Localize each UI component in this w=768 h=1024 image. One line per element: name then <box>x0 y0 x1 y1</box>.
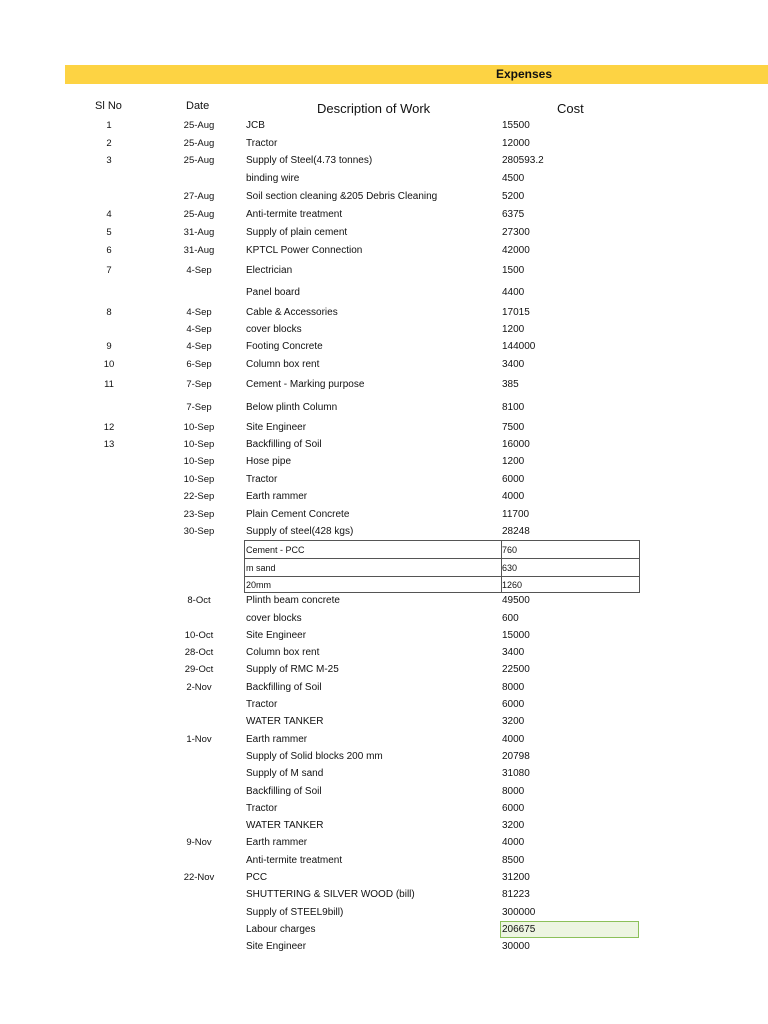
cell-description[interactable]: Supply of steel(428 kgs) <box>246 526 354 537</box>
cell-description[interactable]: SHUTTERING & SILVER WOOD (bill) <box>246 889 415 900</box>
header-description: Description of Work <box>317 101 431 116</box>
table-row <box>0 854 768 870</box>
table-row <box>0 421 768 437</box>
cell-cost[interactable]: 16000 <box>502 439 530 450</box>
table-row <box>0 323 768 339</box>
table-row <box>0 594 768 610</box>
cell-description[interactable]: m sand <box>246 563 276 573</box>
cell-date[interactable]: 10-Sep <box>183 439 215 450</box>
cell-cost[interactable]: 6000 <box>502 699 525 710</box>
cell-date[interactable]: 30-Sep <box>183 526 215 537</box>
table-row <box>0 306 768 322</box>
cell-cost[interactable]: 385 <box>502 379 519 390</box>
cell-date[interactable]: 28-Oct <box>184 647 214 658</box>
table-row <box>0 208 768 224</box>
cell-date[interactable]: 25-Aug <box>183 155 215 166</box>
cell-description[interactable]: Tractor <box>246 138 278 149</box>
table-row <box>0 119 768 135</box>
table-row <box>0 137 768 153</box>
cell-cost[interactable]: 8100 <box>502 402 525 413</box>
page-title: Expenses <box>496 67 553 81</box>
table-row <box>0 767 768 783</box>
cell-date[interactable]: 4-Sep <box>186 265 212 276</box>
cell-date[interactable]: 4-Sep <box>186 324 212 335</box>
cell-description[interactable]: Backfilling of Soil <box>246 682 322 693</box>
table-row <box>0 401 768 417</box>
cell-sl-no[interactable]: 4 <box>106 209 112 220</box>
table-row <box>0 888 768 904</box>
cell-description[interactable]: Footing Concrete <box>246 341 323 352</box>
cell-description[interactable]: Supply of Solid blocks 200 mm <box>246 751 383 762</box>
cell-description[interactable]: Cement - PCC <box>246 545 305 555</box>
cell-date[interactable]: 25-Aug <box>183 138 215 149</box>
table-row <box>0 226 768 242</box>
cell-sl-no[interactable]: 10 <box>103 359 115 370</box>
cell-date[interactable]: 1-Nov <box>186 734 212 745</box>
cell-date[interactable]: 7-Sep <box>186 402 212 413</box>
header-date: Date <box>186 100 210 112</box>
table-row <box>0 629 768 645</box>
table-row <box>0 836 768 852</box>
cell-date[interactable]: 9-Nov <box>186 837 212 848</box>
cell-description[interactable]: 20mm <box>246 580 272 590</box>
table-row <box>0 871 768 887</box>
table-row <box>0 438 768 454</box>
table-row <box>0 733 768 749</box>
cell-cost[interactable]: 4400 <box>502 287 525 298</box>
header-cost: Cost <box>557 101 584 116</box>
table-row <box>0 172 768 188</box>
title-banner <box>65 65 768 84</box>
cell-cost[interactable]: 280593.2 <box>502 155 544 166</box>
cell-date[interactable]: 25-Aug <box>183 209 215 220</box>
cell-description[interactable]: Supply of plain cement <box>246 227 348 238</box>
cell-description[interactable]: Anti-termite treatment <box>246 209 343 220</box>
cell-cost[interactable]: 4000 <box>502 837 525 848</box>
cell-description[interactable]: JCB <box>246 120 265 131</box>
cell-date[interactable]: 8-Oct <box>187 595 211 606</box>
cell-description[interactable]: WATER TANKER <box>246 820 324 831</box>
cell-description[interactable]: cover blocks <box>246 324 302 335</box>
cell-date[interactable]: 25-Aug <box>183 120 215 131</box>
table-row <box>0 561 768 577</box>
cell-cost[interactable]: 7500 <box>502 422 525 433</box>
cell-sl-no[interactable]: 11 <box>104 379 114 390</box>
cell-date[interactable]: 23-Sep <box>183 509 215 520</box>
cell-cost[interactable]: 4000 <box>502 491 525 502</box>
cell-cost[interactable]: 3200 <box>502 716 525 727</box>
cell-sl-no[interactable]: 9 <box>106 341 112 352</box>
cell-cost[interactable]: 6375 <box>502 209 525 220</box>
table-row <box>0 906 768 922</box>
table-row <box>0 286 768 302</box>
cell-description[interactable]: Backfilling of Soil <box>246 786 322 797</box>
cell-cost[interactable]: 42000 <box>502 245 530 256</box>
cell-cost[interactable]: 17015 <box>502 307 530 318</box>
table-row <box>0 455 768 471</box>
cell-description[interactable]: Site Engineer <box>246 422 307 433</box>
cell-cost[interactable]: 31200 <box>502 872 530 883</box>
table-row <box>0 750 768 766</box>
table-row <box>0 543 768 559</box>
cell-description[interactable]: Cement - Marking purpose <box>246 379 365 390</box>
cell-description[interactable]: Tractor <box>246 699 278 710</box>
cell-date[interactable]: 4-Sep <box>186 341 212 352</box>
cell-description[interactable]: Supply of Steel(4.73 tonnes) <box>246 155 373 166</box>
cell-sl-no[interactable]: 2 <box>106 138 112 149</box>
table-row <box>0 612 768 628</box>
cell-description[interactable]: Earth rammer <box>246 734 308 745</box>
cell-description[interactable]: Below plinth Column <box>246 402 338 413</box>
cell-cost[interactable]: 5200 <box>502 191 525 202</box>
cell-cost[interactable]: 8000 <box>502 682 525 693</box>
cell-sl-no[interactable]: 13 <box>103 439 115 450</box>
header-sl-no: Sl No <box>95 100 122 112</box>
cell-description[interactable]: Labour charges <box>246 924 316 935</box>
table-row <box>0 923 768 939</box>
cell-date[interactable]: 22-Nov <box>183 872 215 883</box>
cell-cost[interactable]: 31080 <box>502 768 530 779</box>
cell-cost[interactable]: 8500 <box>502 855 525 866</box>
cell-date[interactable]: 7-Sep <box>186 379 212 390</box>
cell-cost[interactable]: 760 <box>502 545 518 555</box>
cell-sl-no[interactable]: 3 <box>106 155 112 166</box>
cell-date[interactable]: 6-Sep <box>186 359 212 370</box>
table-row <box>0 646 768 662</box>
cell-description[interactable]: Hose pipe <box>246 456 292 467</box>
table-row <box>0 154 768 170</box>
cell-cost[interactable]: 28248 <box>502 526 530 537</box>
cell-description[interactable]: Supply of RMC M-25 <box>246 664 339 675</box>
table-row <box>0 244 768 260</box>
cell-cost[interactable]: 8000 <box>502 786 525 797</box>
table-row <box>0 264 768 280</box>
cell-sl-no[interactable]: 7 <box>106 265 112 276</box>
cell-description[interactable]: Site Engineer <box>246 941 307 952</box>
cell-sl-no[interactable]: 6 <box>106 245 112 256</box>
table-row <box>0 358 768 374</box>
cell-cost[interactable]: 27300 <box>502 227 530 238</box>
cell-cost[interactable]: 1200 <box>502 456 525 467</box>
cell-cost[interactable]: 15000 <box>502 630 530 641</box>
cell-cost[interactable]: 12000 <box>502 138 530 149</box>
table-row <box>0 378 768 394</box>
cell-cost[interactable]: 30000 <box>502 941 530 952</box>
cell-description[interactable]: Plinth beam concrete <box>246 595 340 606</box>
cell-description[interactable]: Electrician <box>246 265 293 276</box>
table-row <box>0 819 768 835</box>
table-row <box>0 715 768 731</box>
table-row <box>0 508 768 524</box>
cell-cost[interactable]: 1500 <box>502 265 525 276</box>
cell-cost[interactable]: 3400 <box>502 647 525 658</box>
cell-sl-no[interactable]: 12 <box>103 422 115 433</box>
cell-cost[interactable]: 4500 <box>502 173 525 184</box>
cell-cost[interactable]: 49500 <box>502 595 530 606</box>
cell-date[interactable]: 22-Sep <box>183 491 215 502</box>
cell-cost[interactable]: 4000 <box>502 734 525 745</box>
table-row <box>0 340 768 356</box>
table-row <box>0 785 768 801</box>
cell-date[interactable]: 27-Aug <box>183 191 215 202</box>
cell-description[interactable]: Column box rent <box>246 359 320 370</box>
cell-date[interactable]: 2-Nov <box>186 682 212 693</box>
cell-description[interactable]: WATER TANKER <box>246 716 324 727</box>
cell-description[interactable]: KPTCL Power Connection <box>246 245 363 256</box>
cell-description[interactable]: Site Engineer <box>246 630 307 641</box>
cell-cost[interactable]: 11700 <box>502 509 530 520</box>
cell-cost[interactable]: 630 <box>502 563 518 573</box>
cell-date[interactable]: 31-Aug <box>183 245 215 256</box>
cell-cost[interactable]: 144000 <box>502 341 536 352</box>
table-row <box>0 681 768 697</box>
table-row <box>0 940 768 956</box>
cell-sl-no[interactable]: 5 <box>106 227 112 238</box>
cell-description[interactable]: Cable & Accessories <box>246 307 338 318</box>
cell-cost[interactable]: 6000 <box>502 803 525 814</box>
cell-cost[interactable]: 600 <box>502 613 519 624</box>
cell-date[interactable]: 10-Oct <box>184 630 214 641</box>
cell-date[interactable]: 10-Sep <box>183 422 215 433</box>
cell-cost[interactable]: 1200 <box>502 324 525 335</box>
cell-description[interactable]: Panel board <box>246 287 300 298</box>
cell-description[interactable]: Earth rammer <box>246 491 308 502</box>
cell-description[interactable]: Column box rent <box>246 647 320 658</box>
cell-cost[interactable]: 206675 <box>502 924 536 935</box>
table-row <box>0 490 768 506</box>
cell-cost[interactable]: 15500 <box>502 120 530 131</box>
cell-cost[interactable]: 81223 <box>502 889 530 900</box>
cell-date[interactable]: 29-Oct <box>184 664 214 675</box>
cell-description[interactable]: Tractor <box>246 474 278 485</box>
cell-date[interactable]: 10-Sep <box>183 474 215 485</box>
cell-description[interactable]: Tractor <box>246 803 278 814</box>
cell-cost[interactable]: 22500 <box>502 664 530 675</box>
cell-description[interactable]: Anti-termite treatment <box>246 855 343 866</box>
cell-cost[interactable]: 3200 <box>502 820 525 831</box>
cell-date[interactable]: 10-Sep <box>183 456 215 467</box>
table-row <box>0 698 768 714</box>
cell-cost[interactable]: 20798 <box>502 751 530 762</box>
cell-sl-no[interactable]: 8 <box>106 307 112 318</box>
cell-cost[interactable]: 3400 <box>502 359 525 370</box>
cell-description[interactable]: Soil section cleaning &205 Debris Cleaning <box>246 191 438 202</box>
cell-description[interactable]: PCC <box>246 872 268 883</box>
cell-description[interactable]: Earth rammer <box>246 837 308 848</box>
table-row <box>0 190 768 206</box>
cell-description[interactable]: Supply of M sand <box>246 768 324 779</box>
cell-description[interactable]: Supply of STEEL9bill) <box>246 907 344 918</box>
table-row <box>0 525 768 541</box>
table-row <box>0 578 768 594</box>
cell-sl-no[interactable]: 1 <box>106 120 112 131</box>
cell-cost[interactable]: 1260 <box>502 580 523 590</box>
table-row <box>0 663 768 679</box>
cell-description[interactable]: Backfilling of Soil <box>246 439 322 450</box>
cell-cost[interactable]: 300000 <box>502 907 536 918</box>
cell-description[interactable]: binding wire <box>246 173 300 184</box>
cell-date[interactable]: 31-Aug <box>183 227 215 238</box>
cell-cost[interactable]: 6000 <box>502 474 525 485</box>
cell-date[interactable]: 4-Sep <box>186 307 212 318</box>
cell-description[interactable]: cover blocks <box>246 613 302 624</box>
table-row <box>0 802 768 818</box>
table-row <box>0 473 768 489</box>
cell-description[interactable]: Plain Cement Concrete <box>246 509 350 520</box>
